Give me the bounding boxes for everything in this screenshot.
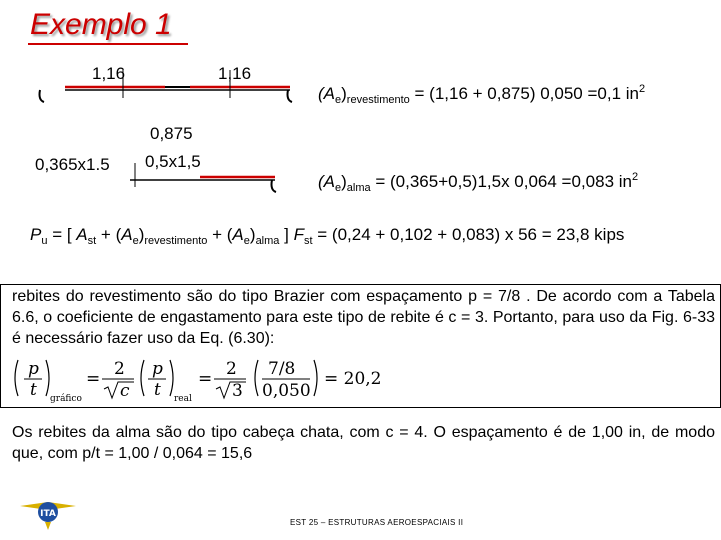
web-label-left: 0,365x1.5 <box>35 155 110 174</box>
dim-label-mid: 0,875 <box>150 124 193 143</box>
equation-web-area: $(A_e)_{alma} = (0,365+0,5)1,5x$ 0,064 =0,083 $in^2$ <box>318 171 639 194</box>
svg-text:ITA: ITA <box>40 509 56 519</box>
title-underline <box>28 43 188 45</box>
formula-eq2: = <box>198 369 213 389</box>
formula-eq: = <box>86 369 101 389</box>
formula-t: t <box>30 380 37 400</box>
web-label-right: 0,5x1,5 <box>145 152 201 171</box>
dim-label-right: 1,16 <box>218 64 252 83</box>
formula-result: = 20,2 <box>324 369 382 389</box>
formula-t2: t <box>154 380 161 400</box>
ita-logo <box>18 490 78 530</box>
equation-skin-area: $(A_e)_{revestimento} = (1,16 + 0,875)$ 0,050 =0,1 $in^2$ <box>318 83 646 106</box>
dim-label-left: 1,16 <box>92 64 126 83</box>
formula-sub-grafico: gráfico <box>50 394 82 404</box>
formula-c: c <box>120 381 130 401</box>
paragraph-skin-rivets: rebites do revestimento são do tipo Brazier com espaçamento p = 7/8 . De acordo com a Tabela 6.6, o coeficiente de engastamento para este tipo de rebite é c = 3. Portanto, para uso da Fig. 6-33 é necessário fazer uso da Eq. (6.30): <box>12 288 715 347</box>
footer-course: EST 25 – ESTRUTURAS AEROESPACIAIS II <box>290 518 464 527</box>
skin-joint-diagram <box>30 60 310 110</box>
formula-two: 2 <box>114 359 125 379</box>
formula-frac-num: 7/8 <box>268 359 296 379</box>
formula-two2: 2 <box>226 359 237 379</box>
formula-three: 3 <box>232 381 243 401</box>
formula-frac-den: 0,050 <box>262 381 311 401</box>
slide-title: Exemplo 1 <box>30 8 172 41</box>
equation-ultimate-load: $P_u$ = [ $A_{st} + (A_e)_{revestimento} + (A_e)_{alma}$ ] $F_{st} = (0,24 + 0,102 + 0,083)$ x 56 = 23,8 kips <box>30 225 625 247</box>
paragraph-web-rivets: Os rebites da alma são do tipo cabeça chata, com c = 4. O espaçamento é de 1,00 in, de modo que, com p/t = 1,00 / 0,064 = 15,6 <box>12 424 715 462</box>
formula-sub-real: real <box>174 394 192 404</box>
formula-p2: p <box>152 359 163 379</box>
formula-p: p <box>28 359 39 379</box>
formula-p-over-t <box>10 354 382 404</box>
